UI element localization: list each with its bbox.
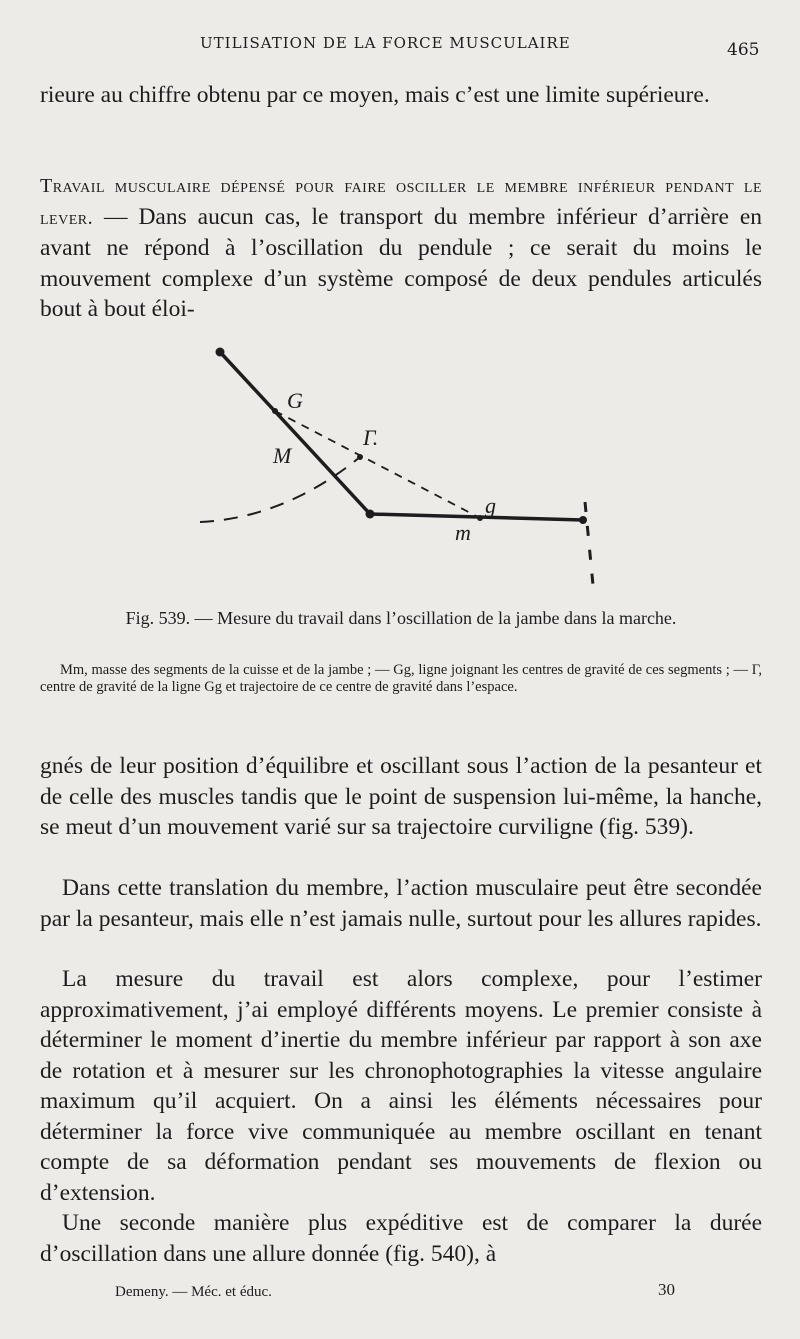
footer-sheet-number: 30 [658,1280,675,1299]
figure-legend: Mm, masse des segments de la cuisse et de la jambe ; — Gg, ligne joignant les centres de gravité de ces segments ; — Γ, centre de gravité de la ligne Gg et trajectoire de ce centre de gravité dans l’espace. [40,662,762,695]
running-title: UTILISATION DE LA FORCE MUSCULAIRE [200,34,571,52]
label-g: g [485,493,496,518]
footer-signature: Demeny. — Méc. et éduc. [115,1284,272,1300]
pendulum-diagram [195,330,625,600]
point-gamma [357,454,363,460]
paragraph-section [40,170,762,325]
thigh-segment [220,352,370,514]
figure-caption: Fig. 539. — Mesure du travail dans l’oscillation de la jambe dans la marche. [125,608,677,628]
paragraph-measure: La mesure du travail est alors complexe, pour l’estimer approximativement, j’ai employé différents moyens. Le premier consiste à déterminer le moment d’inertie du membre inférieur par rapport à son axe de rotation et à mesurer sur les chronophotographies la vitesse angulaire maximum qu’il acquiert. On a ainsi les éléments nécessaires pour déterminer la force vive communiquée au membre oscillant en tenant compte de sa déformation pendant ses mouvements de flexion ou d’extension. [40,966,762,1206]
section-heading: Travail musculaire dépensé pour faire osciller le membre inférieur pendant le lever. [40,175,762,229]
knee-point [366,510,375,519]
point-G [272,408,278,414]
ankle-point [579,516,587,524]
figure-539 [195,330,625,600]
paragraph-translation: Dans cette translation du membre, l’action musculaire peut être secondée par la pesanteur, mais elle n’est jamais nulle, surtout pour les allures rapides. [40,875,762,932]
foot-dashed-line [585,502,593,585]
hip-point [216,348,225,357]
paragraph-continuation: rieure au chiffre obtenu par ce moyen, mais c’est une limite supérieure. [40,82,710,108]
label-m: m [455,520,471,545]
page-number: 465 [727,40,760,60]
paragraph-second-method: Une seconde manière plus expéditive est de comparer la durée d’oscillation dans une allure donnée (fig. 540), à [40,1210,762,1267]
label-M: M [273,443,292,468]
paragraph-continuation-2: gnés de leur position d’équilibre et oscillant sous l’action de la pesanteur et de celle des muscles tandis que le point de suspension lui-même, la hanche, se meut d’un mouvement varié sur sa trajectoire curviligne (fig. 539). [40,753,762,840]
label-G: G [287,388,303,413]
label-gamma: Γ. [363,425,379,450]
point-g [477,515,483,521]
section-text: — Dans aucun cas, le transport du membre inférieur d’arrière en avant ne répond à l’oscillation du pendule ; ce serait du moins le mouvement complexe d’un système composé de deux pendules articulés bout à bout éloi- [40,203,762,322]
